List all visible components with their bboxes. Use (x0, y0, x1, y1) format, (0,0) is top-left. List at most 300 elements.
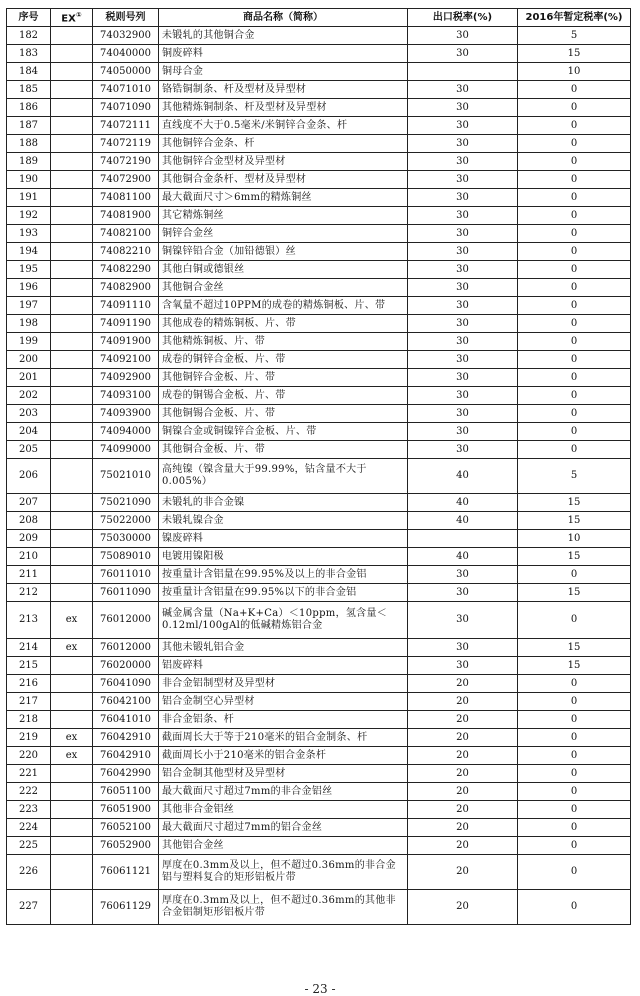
table-row (7, 783, 631, 801)
cell-temp-rate: 0 (518, 855, 631, 890)
cell-name: 非合金铝条、杆 (159, 711, 408, 729)
cell-ex (51, 512, 93, 530)
cell-export-rate: 20 (408, 693, 518, 711)
cell-seq: 205 (7, 441, 51, 459)
table-row (7, 63, 631, 81)
cell-export-rate: 20 (408, 675, 518, 693)
table-row (7, 369, 631, 387)
table-row (7, 801, 631, 819)
header-name: 商品名称（简称） (159, 9, 408, 27)
header-code: 税则号列 (93, 9, 159, 27)
cell-export-rate: 30 (408, 602, 518, 639)
table-row (7, 584, 631, 602)
cell-temp-rate: 0 (518, 783, 631, 801)
page-number: - 23 - (304, 982, 336, 996)
cell-ex (51, 675, 93, 693)
cell-name: 按重量计含铝量在99.95%及以上的非合金铝 (159, 566, 408, 584)
cell-seq: 201 (7, 369, 51, 387)
cell-ex (51, 890, 93, 925)
cell-temp-rate: 0 (518, 135, 631, 153)
cell-seq: 194 (7, 243, 51, 261)
cell-ex (51, 279, 93, 297)
cell-temp-rate: 0 (518, 566, 631, 584)
cell-temp-rate: 0 (518, 423, 631, 441)
cell-code: 74050000 (93, 63, 159, 81)
cell-name: 碱金属含量（Na+K+Ca）＜10ppm，氢含量＜0.12ml/100gAl的低碱精炼铝合金 (159, 602, 408, 639)
table-row (7, 225, 631, 243)
cell-name: 其他精炼铜制条、杆及型材及异型材 (159, 99, 408, 117)
table-row (7, 693, 631, 711)
cell-temp-rate: 15 (518, 494, 631, 512)
cell-ex (51, 153, 93, 171)
cell-export-rate: 20 (408, 747, 518, 765)
table-row (7, 548, 631, 566)
cell-temp-rate: 5 (518, 459, 631, 494)
cell-export-rate: 30 (408, 657, 518, 675)
table-row (7, 351, 631, 369)
cell-name: 铜锌合金丝 (159, 225, 408, 243)
cell-ex (51, 261, 93, 279)
cell-temp-rate: 0 (518, 369, 631, 387)
cell-code: 76042910 (93, 729, 159, 747)
cell-export-rate: 30 (408, 297, 518, 315)
table-row (7, 243, 631, 261)
cell-export-rate: 30 (408, 405, 518, 423)
cell-code: 74072190 (93, 153, 159, 171)
cell-seq: 212 (7, 584, 51, 602)
cell-code: 74071010 (93, 81, 159, 99)
tariff-table (6, 8, 631, 925)
cell-seq: 192 (7, 207, 51, 225)
cell-export-rate: 20 (408, 819, 518, 837)
cell-code: 76041090 (93, 675, 159, 693)
cell-seq: 200 (7, 351, 51, 369)
cell-seq: 222 (7, 783, 51, 801)
cell-code: 76012000 (93, 639, 159, 657)
table-row (7, 512, 631, 530)
cell-seq: 209 (7, 530, 51, 548)
cell-code: 74072119 (93, 135, 159, 153)
cell-export-rate: 20 (408, 729, 518, 747)
cell-name: 厚度在0.3mm及以上，但不超过0.36mm的非合金铝与塑料复合的矩形铝板片带 (159, 855, 408, 890)
cell-code: 74082290 (93, 261, 159, 279)
cell-ex (51, 297, 93, 315)
cell-seq: 191 (7, 189, 51, 207)
cell-code: 76052900 (93, 837, 159, 855)
cell-code: 74040000 (93, 45, 159, 63)
cell-temp-rate: 0 (518, 207, 631, 225)
header-temp-rate: 2016年暂定税率(%) (518, 9, 631, 27)
cell-temp-rate: 10 (518, 530, 631, 548)
cell-temp-rate: 0 (518, 153, 631, 171)
cell-export-rate: 20 (408, 765, 518, 783)
table-row (7, 855, 631, 890)
cell-seq: 207 (7, 494, 51, 512)
cell-temp-rate: 0 (518, 405, 631, 423)
cell-seq: 216 (7, 675, 51, 693)
cell-export-rate: 30 (408, 315, 518, 333)
table-row (7, 387, 631, 405)
table-row (7, 81, 631, 99)
cell-seq: 187 (7, 117, 51, 135)
cell-code: 76020000 (93, 657, 159, 675)
cell-seq: 204 (7, 423, 51, 441)
cell-export-rate: 30 (408, 225, 518, 243)
cell-name: 其他铜合金条杆、型材及异型材 (159, 171, 408, 189)
cell-code: 76042100 (93, 693, 159, 711)
cell-temp-rate: 0 (518, 765, 631, 783)
cell-seq: 210 (7, 548, 51, 566)
cell-name: 铝合金制其他型材及异型材 (159, 765, 408, 783)
table-row (7, 333, 631, 351)
header-ex-footnote-mark: ① (75, 11, 82, 20)
cell-temp-rate: 0 (518, 387, 631, 405)
cell-temp-rate: 0 (518, 837, 631, 855)
cell-export-rate: 30 (408, 135, 518, 153)
cell-seq: 184 (7, 63, 51, 81)
cell-ex: ex (51, 639, 93, 657)
cell-name: 铜镍锌铅合金（加铅德银）丝 (159, 243, 408, 261)
cell-export-rate: 30 (408, 243, 518, 261)
cell-name: 铬锆铜制条、杆及型材及异型材 (159, 81, 408, 99)
table-row (7, 171, 631, 189)
cell-ex (51, 387, 93, 405)
cell-name: 最大截面尺寸＞6mm的精炼铜丝 (159, 189, 408, 207)
table-row (7, 135, 631, 153)
cell-name: 其他白铜或德银丝 (159, 261, 408, 279)
cell-code: 74091190 (93, 315, 159, 333)
cell-temp-rate: 0 (518, 819, 631, 837)
cell-seq: 217 (7, 693, 51, 711)
cell-temp-rate: 0 (518, 81, 631, 99)
table-row (7, 729, 631, 747)
cell-temp-rate: 0 (518, 189, 631, 207)
cell-export-rate: 20 (408, 837, 518, 855)
cell-ex (51, 243, 93, 261)
cell-name: 非合金铝制型材及异型材 (159, 675, 408, 693)
cell-seq: 193 (7, 225, 51, 243)
table-row (7, 153, 631, 171)
cell-temp-rate: 0 (518, 333, 631, 351)
cell-temp-rate: 0 (518, 243, 631, 261)
cell-temp-rate: 0 (518, 315, 631, 333)
table-row (7, 459, 631, 494)
cell-seq: 185 (7, 81, 51, 99)
cell-export-rate: 30 (408, 423, 518, 441)
cell-temp-rate: 0 (518, 602, 631, 639)
cell-name: 成卷的铜锌合金板、片、带 (159, 351, 408, 369)
cell-export-rate: 20 (408, 711, 518, 729)
cell-name: 铜废碎料 (159, 45, 408, 63)
cell-seq: 221 (7, 765, 51, 783)
cell-temp-rate: 15 (518, 45, 631, 63)
cell-temp-rate: 15 (518, 657, 631, 675)
cell-ex (51, 530, 93, 548)
cell-seq: 199 (7, 333, 51, 351)
cell-code: 74091110 (93, 297, 159, 315)
header-ex-label: EX (61, 13, 76, 25)
table-row (7, 315, 631, 333)
cell-name: 其他铜锌合金条、杆 (159, 135, 408, 153)
cell-temp-rate: 0 (518, 171, 631, 189)
cell-ex (51, 171, 93, 189)
cell-ex (51, 494, 93, 512)
cell-name: 其他非合金铝丝 (159, 801, 408, 819)
cell-code: 74072111 (93, 117, 159, 135)
cell-name: 其他未锻轧铝合金 (159, 639, 408, 657)
table-row (7, 261, 631, 279)
cell-temp-rate: 15 (518, 639, 631, 657)
cell-ex: ex (51, 747, 93, 765)
cell-seq: 220 (7, 747, 51, 765)
cell-ex (51, 819, 93, 837)
cell-ex (51, 801, 93, 819)
cell-code: 76061129 (93, 890, 159, 925)
cell-code: 74081100 (93, 189, 159, 207)
cell-ex (51, 225, 93, 243)
table-row (7, 279, 631, 297)
cell-ex (51, 837, 93, 855)
cell-seq: 203 (7, 405, 51, 423)
table-header-row (7, 9, 631, 27)
cell-ex (51, 765, 93, 783)
cell-seq: 226 (7, 855, 51, 890)
cell-seq: 196 (7, 279, 51, 297)
cell-temp-rate: 0 (518, 711, 631, 729)
cell-ex (51, 81, 93, 99)
cell-code: 76042910 (93, 747, 159, 765)
cell-seq: 214 (7, 639, 51, 657)
cell-ex (51, 405, 93, 423)
cell-ex (51, 657, 93, 675)
cell-export-rate (408, 530, 518, 548)
cell-code: 74091900 (93, 333, 159, 351)
cell-export-rate: 30 (408, 45, 518, 63)
header-ex (51, 9, 93, 27)
header-export-rate: 出口税率(%) (408, 9, 518, 27)
table-body (7, 27, 631, 925)
cell-export-rate: 20 (408, 783, 518, 801)
cell-name: 高纯镍（镍含量大于99.99%，钴含量不大于0.005%） (159, 459, 408, 494)
cell-code: 74094000 (93, 423, 159, 441)
cell-temp-rate: 10 (518, 63, 631, 81)
cell-temp-rate: 0 (518, 261, 631, 279)
cell-ex (51, 584, 93, 602)
cell-seq: 208 (7, 512, 51, 530)
cell-ex (51, 315, 93, 333)
cell-temp-rate: 0 (518, 99, 631, 117)
cell-name: 其他精炼铜板、片、带 (159, 333, 408, 351)
cell-ex (51, 855, 93, 890)
cell-code: 74082900 (93, 279, 159, 297)
cell-temp-rate: 0 (518, 747, 631, 765)
cell-ex (51, 783, 93, 801)
table-row (7, 530, 631, 548)
cell-ex (51, 135, 93, 153)
cell-code: 74082100 (93, 225, 159, 243)
table-row (7, 602, 631, 639)
cell-export-rate: 30 (408, 99, 518, 117)
cell-ex (51, 548, 93, 566)
cell-ex (51, 207, 93, 225)
header-seq: 序号 (7, 9, 51, 27)
cell-export-rate: 30 (408, 27, 518, 45)
cell-code: 76061121 (93, 855, 159, 890)
cell-code: 74072900 (93, 171, 159, 189)
cell-name: 铜镍合金或铜镍锌合金板、片、带 (159, 423, 408, 441)
cell-seq: 218 (7, 711, 51, 729)
cell-code: 75021010 (93, 459, 159, 494)
cell-export-rate: 30 (408, 584, 518, 602)
table-row (7, 117, 631, 135)
cell-temp-rate: 0 (518, 225, 631, 243)
cell-export-rate: 30 (408, 153, 518, 171)
cell-ex (51, 117, 93, 135)
cell-name: 其他铜锌合金板、片、带 (159, 369, 408, 387)
cell-code: 76041010 (93, 711, 159, 729)
cell-code: 76012000 (93, 602, 159, 639)
cell-name: 其他铜锌合金型材及异型材 (159, 153, 408, 171)
cell-seq: 211 (7, 566, 51, 584)
cell-export-rate: 30 (408, 387, 518, 405)
cell-export-rate: 30 (408, 279, 518, 297)
cell-name: 截面周长小于210毫米的铝合金条杆 (159, 747, 408, 765)
cell-name: 其它精炼铜丝 (159, 207, 408, 225)
cell-seq: 206 (7, 459, 51, 494)
cell-ex (51, 189, 93, 207)
cell-export-rate: 20 (408, 855, 518, 890)
cell-ex (51, 459, 93, 494)
cell-code: 74032900 (93, 27, 159, 45)
cell-export-rate: 30 (408, 261, 518, 279)
cell-name: 铝废碎料 (159, 657, 408, 675)
cell-name: 未锻轧的非合金镍 (159, 494, 408, 512)
table-row (7, 657, 631, 675)
cell-ex (51, 711, 93, 729)
table-row (7, 675, 631, 693)
cell-seq: 225 (7, 837, 51, 855)
table-row (7, 423, 631, 441)
cell-code: 76042990 (93, 765, 159, 783)
cell-name: 铜母合金 (159, 63, 408, 81)
cell-ex (51, 27, 93, 45)
cell-seq: 183 (7, 45, 51, 63)
table-row (7, 297, 631, 315)
cell-name: 厚度在0.3mm及以上，但不超过0.36mm的其他非合金铝制矩形铝板片带 (159, 890, 408, 925)
cell-seq: 188 (7, 135, 51, 153)
cell-ex (51, 333, 93, 351)
cell-name: 镍废碎料 (159, 530, 408, 548)
cell-temp-rate: 0 (518, 351, 631, 369)
table-row (7, 207, 631, 225)
cell-code: 74081900 (93, 207, 159, 225)
cell-code: 74071090 (93, 99, 159, 117)
table-row (7, 566, 631, 584)
table-row (7, 405, 631, 423)
table-row (7, 441, 631, 459)
cell-seq: 198 (7, 315, 51, 333)
cell-name: 其他铜合金板、片、带 (159, 441, 408, 459)
table-row (7, 837, 631, 855)
cell-code: 75021090 (93, 494, 159, 512)
cell-export-rate: 30 (408, 639, 518, 657)
cell-temp-rate: 0 (518, 693, 631, 711)
table-row (7, 27, 631, 45)
table-row (7, 765, 631, 783)
cell-ex (51, 441, 93, 459)
cell-code: 76051900 (93, 801, 159, 819)
table-row (7, 45, 631, 63)
cell-code: 76052100 (93, 819, 159, 837)
cell-code: 74099000 (93, 441, 159, 459)
cell-ex (51, 423, 93, 441)
cell-name: 铝合金制空心异型材 (159, 693, 408, 711)
cell-export-rate: 30 (408, 117, 518, 135)
cell-code: 74093100 (93, 387, 159, 405)
cell-seq: 186 (7, 99, 51, 117)
cell-export-rate: 20 (408, 890, 518, 925)
cell-name: 最大截面尺寸超过7mm的铝合金丝 (159, 819, 408, 837)
cell-code: 74093900 (93, 405, 159, 423)
cell-seq: 182 (7, 27, 51, 45)
cell-ex: ex (51, 729, 93, 747)
cell-code: 75089010 (93, 548, 159, 566)
cell-code: 76011090 (93, 584, 159, 602)
cell-export-rate: 30 (408, 81, 518, 99)
cell-name: 未锻轧的其他铜合金 (159, 27, 408, 45)
table-row (7, 639, 631, 657)
table-row (7, 819, 631, 837)
cell-code: 74092900 (93, 369, 159, 387)
cell-ex: ex (51, 602, 93, 639)
cell-export-rate: 40 (408, 548, 518, 566)
cell-temp-rate: 15 (518, 512, 631, 530)
cell-seq: 190 (7, 171, 51, 189)
cell-code: 74082210 (93, 243, 159, 261)
table-row (7, 494, 631, 512)
cell-name: 其他成卷的精炼铜板、片、带 (159, 315, 408, 333)
cell-name: 其他铝合金丝 (159, 837, 408, 855)
cell-code: 76051100 (93, 783, 159, 801)
cell-export-rate: 40 (408, 494, 518, 512)
cell-temp-rate: 15 (518, 548, 631, 566)
cell-code: 75030000 (93, 530, 159, 548)
cell-ex (51, 369, 93, 387)
cell-seq: 195 (7, 261, 51, 279)
cell-name: 未锻轧镍合金 (159, 512, 408, 530)
table-row (7, 99, 631, 117)
cell-seq: 219 (7, 729, 51, 747)
cell-ex (51, 566, 93, 584)
cell-name: 成卷的铜锡合金板、片、带 (159, 387, 408, 405)
cell-temp-rate: 0 (518, 117, 631, 135)
cell-seq: 215 (7, 657, 51, 675)
table-row (7, 189, 631, 207)
cell-temp-rate: 0 (518, 279, 631, 297)
cell-temp-rate: 0 (518, 729, 631, 747)
cell-export-rate: 20 (408, 801, 518, 819)
cell-name: 按重量计含铝量在99.95%以下的非合金铝 (159, 584, 408, 602)
table-row (7, 890, 631, 925)
cell-temp-rate: 0 (518, 297, 631, 315)
cell-seq: 224 (7, 819, 51, 837)
cell-ex (51, 45, 93, 63)
cell-export-rate: 30 (408, 351, 518, 369)
cell-export-rate: 30 (408, 441, 518, 459)
cell-temp-rate: 0 (518, 675, 631, 693)
cell-export-rate: 30 (408, 333, 518, 351)
cell-name: 其他铜锡合金板、片、带 (159, 405, 408, 423)
